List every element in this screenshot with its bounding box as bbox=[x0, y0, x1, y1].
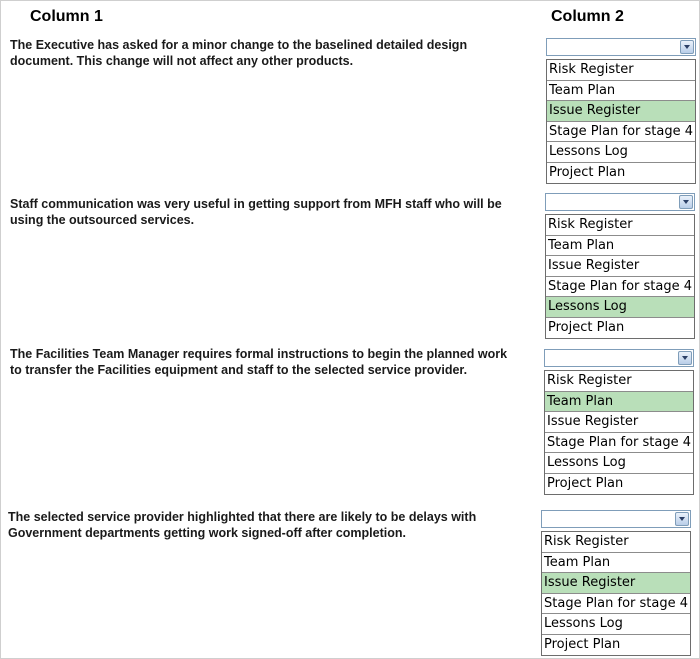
column-1-header: Column 1 bbox=[30, 8, 103, 25]
question-4-dropdown bbox=[541, 510, 691, 656]
answer-select-1[interactable] bbox=[546, 38, 696, 56]
question-4-text: The selected service provider highlighted that there are likely to be delays with Government departments getting work signed-off after completion. bbox=[8, 510, 477, 540]
question-3-dropdown bbox=[544, 349, 694, 495]
options-list-4 bbox=[541, 531, 691, 656]
chevron-down-icon[interactable] bbox=[678, 351, 692, 365]
option-stage-plan-stage-4[interactable]: Stage Plan for stage 4 bbox=[547, 122, 695, 143]
option-lessons-log[interactable]: Lessons Log bbox=[546, 297, 694, 318]
option-issue-register[interactable]: Issue Register bbox=[545, 412, 693, 433]
option-issue-register[interactable]: Issue Register bbox=[542, 573, 690, 594]
option-issue-register[interactable]: Issue Register bbox=[547, 101, 695, 122]
option-risk-register[interactable]: Risk Register bbox=[545, 371, 693, 392]
answer-select-2[interactable] bbox=[545, 193, 695, 211]
question-1-dropdown bbox=[546, 38, 696, 184]
option-issue-register[interactable]: Issue Register bbox=[546, 256, 694, 277]
option-stage-plan-stage-4[interactable]: Stage Plan for stage 4 bbox=[542, 594, 690, 615]
chevron-down-icon[interactable] bbox=[679, 195, 693, 209]
option-lessons-log[interactable]: Lessons Log bbox=[545, 453, 693, 474]
option-team-plan[interactable]: Team Plan bbox=[546, 236, 694, 257]
question-2-text: Staff communication was very useful in getting support from MFH staff who will be using the outsourced services. bbox=[10, 197, 502, 227]
answer-select-3[interactable] bbox=[544, 349, 694, 367]
question-1-text: The Executive has asked for a minor change to the baselined detailed design document. This change will not affect any other products. bbox=[10, 38, 468, 68]
option-lessons-log[interactable]: Lessons Log bbox=[547, 142, 695, 163]
column-2-header: Column 2 bbox=[551, 8, 624, 25]
options-list-2 bbox=[545, 214, 695, 339]
chevron-down-icon[interactable] bbox=[675, 512, 689, 526]
option-project-plan[interactable]: Project Plan bbox=[547, 475, 624, 491]
option-project-plan[interactable]: Project Plan bbox=[548, 319, 625, 335]
option-team-plan[interactable]: Team Plan bbox=[542, 553, 690, 574]
option-stage-plan-stage-4[interactable]: Stage Plan for stage 4 bbox=[546, 277, 694, 298]
option-project-plan[interactable]: Project Plan bbox=[544, 636, 621, 652]
option-risk-register[interactable]: Risk Register bbox=[546, 215, 694, 236]
option-risk-register[interactable]: Risk Register bbox=[547, 60, 695, 81]
question-2-dropdown bbox=[545, 193, 695, 339]
question-3-text: The Facilities Team Manager requires formal instructions to begin the planned work to transfer the Facilities equipment and staff to the selected service provider. bbox=[10, 347, 508, 377]
option-team-plan[interactable]: Team Plan bbox=[545, 392, 693, 413]
options-list-1 bbox=[546, 59, 696, 184]
option-stage-plan-stage-4[interactable]: Stage Plan for stage 4 bbox=[545, 433, 693, 454]
option-lessons-log[interactable]: Lessons Log bbox=[542, 614, 690, 635]
option-project-plan[interactable]: Project Plan bbox=[549, 164, 626, 180]
options-list-3 bbox=[544, 370, 694, 495]
option-risk-register[interactable]: Risk Register bbox=[542, 532, 690, 553]
option-team-plan[interactable]: Team Plan bbox=[547, 81, 695, 102]
answer-select-4[interactable] bbox=[541, 510, 691, 528]
chevron-down-icon[interactable] bbox=[680, 40, 694, 54]
